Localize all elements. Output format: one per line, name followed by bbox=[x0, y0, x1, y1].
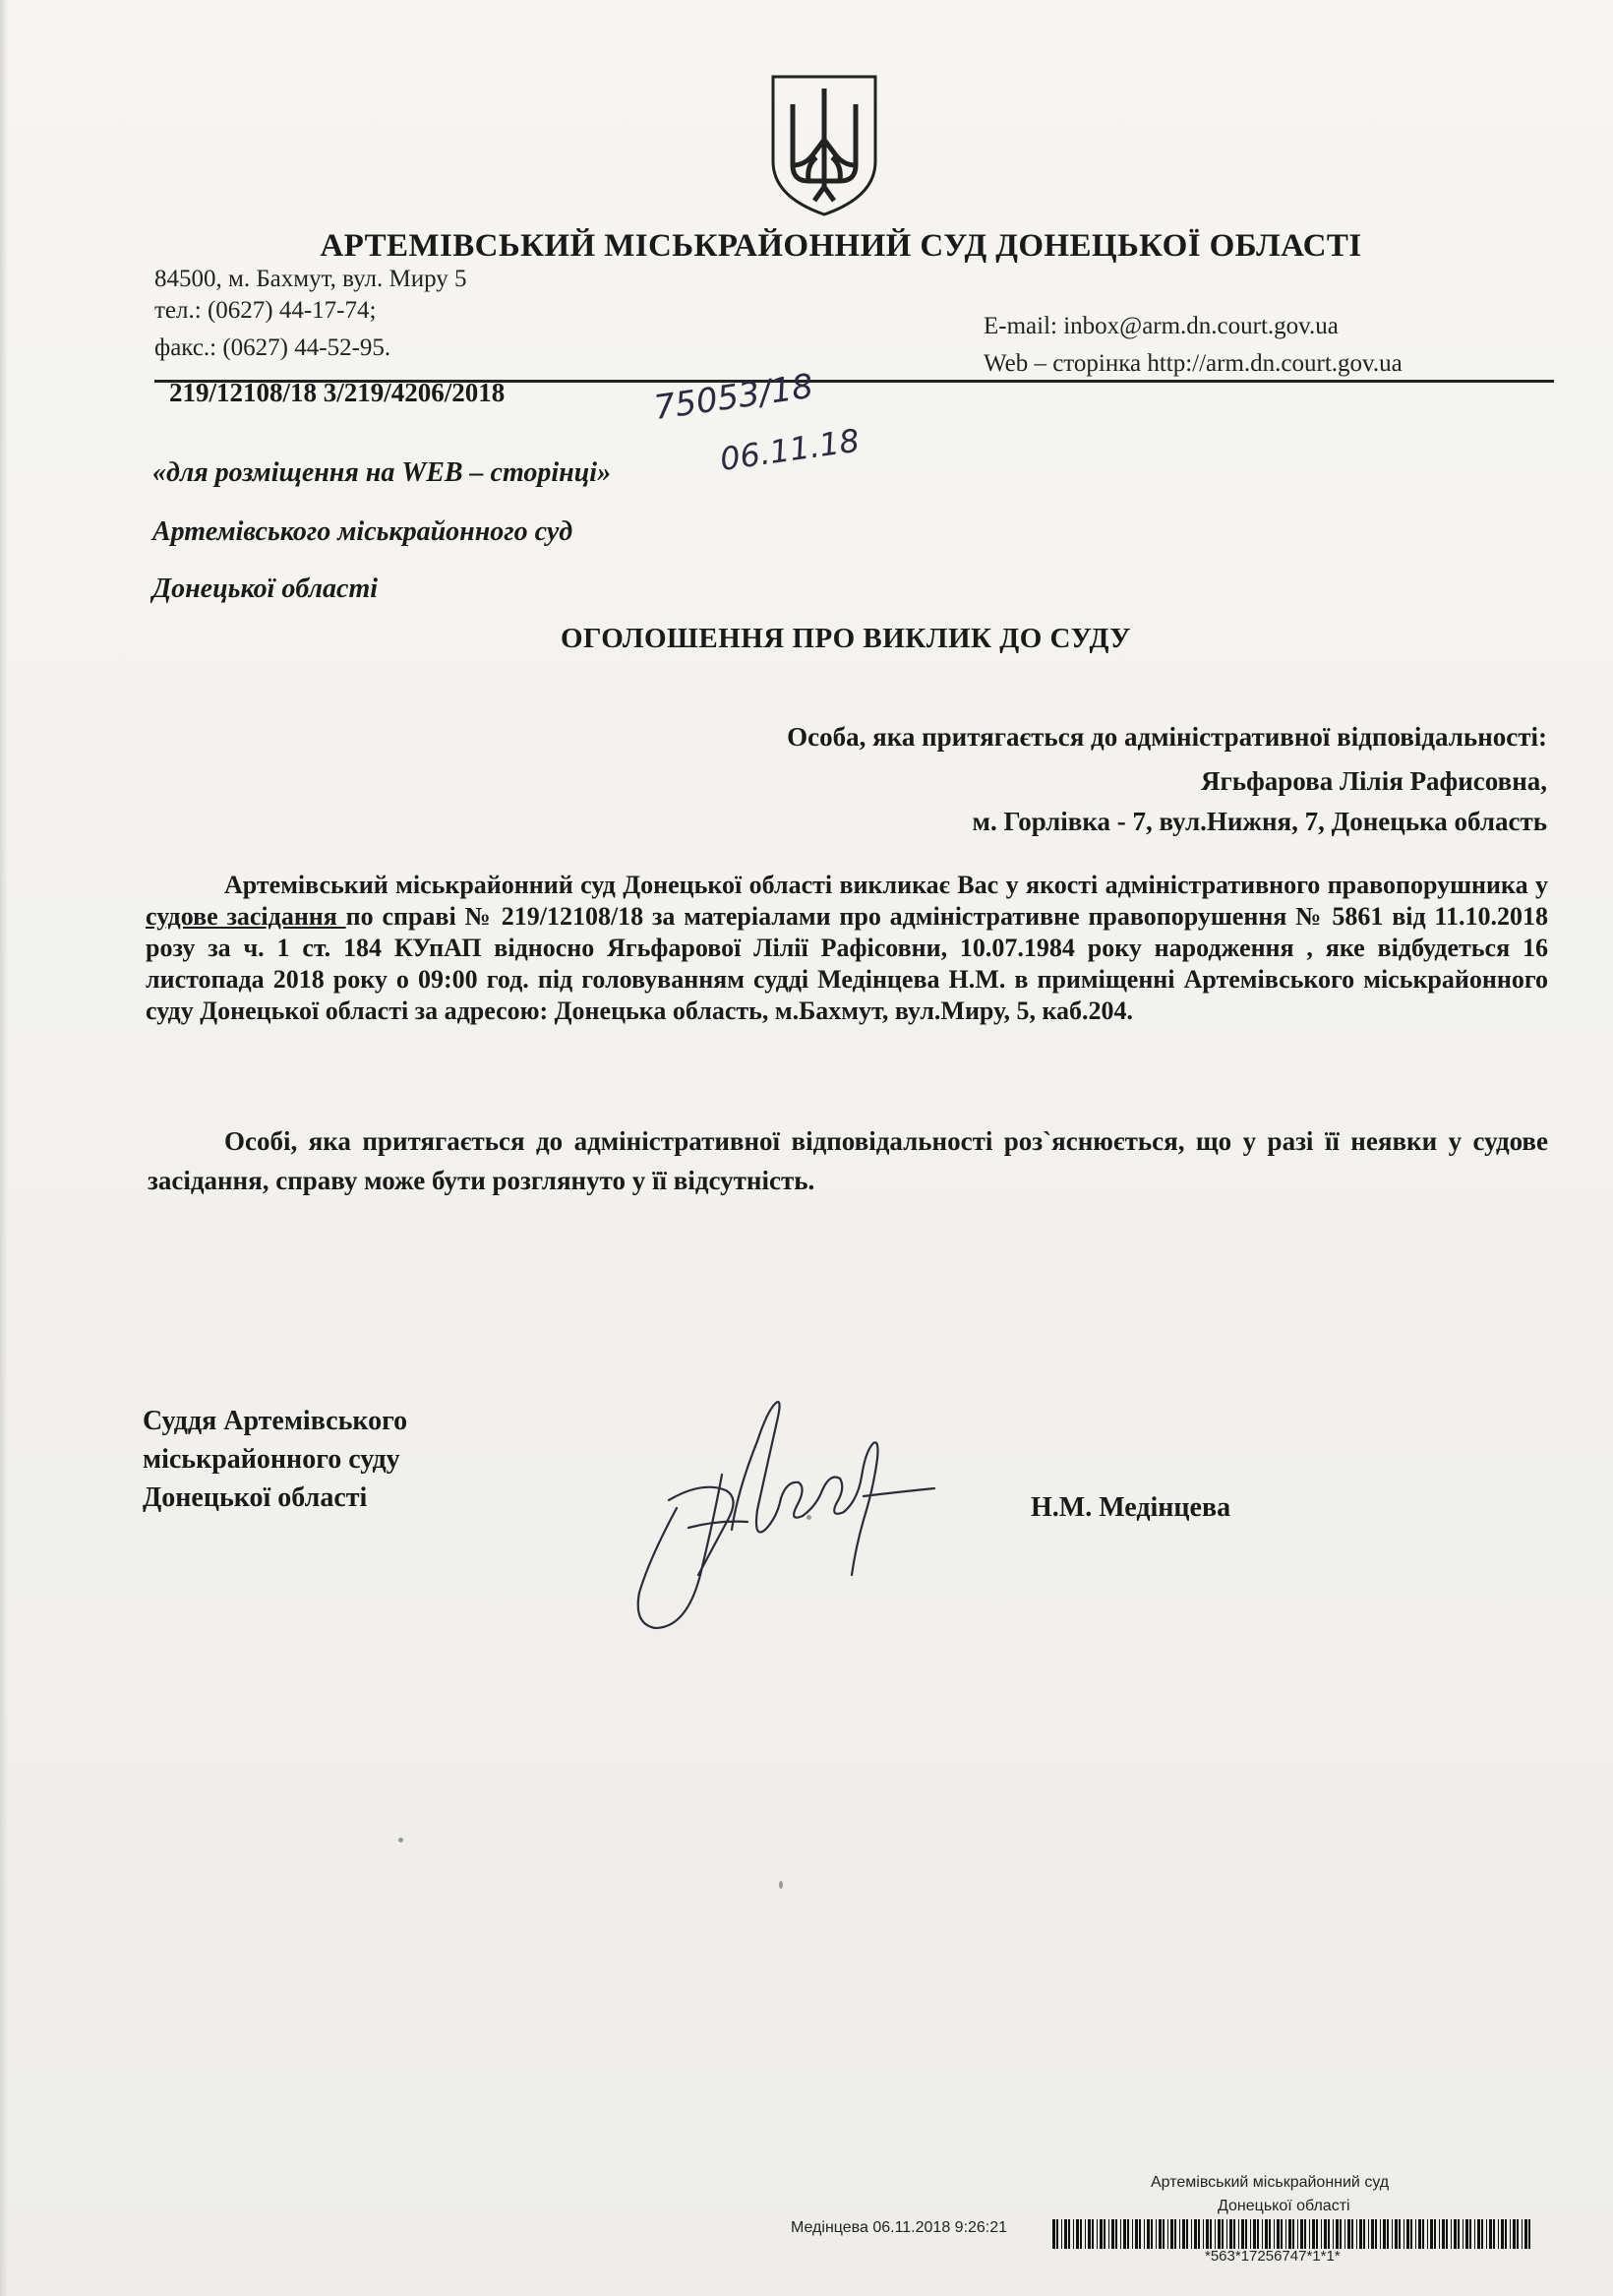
case-numbers: 219/12108/18 3/219/4206/2018 bbox=[169, 378, 506, 407]
barcode-bar bbox=[1395, 2219, 1398, 2249]
barcode-bar bbox=[1088, 2219, 1091, 2249]
barcode-bar bbox=[1446, 2219, 1448, 2249]
barcode-bar bbox=[1430, 2219, 1433, 2249]
court-session-underlined: судове засідання bbox=[146, 902, 346, 931]
barcode-bar bbox=[1233, 2219, 1235, 2249]
barcode-bar bbox=[1198, 2219, 1200, 2249]
barcode-bar bbox=[1262, 2219, 1263, 2249]
barcode-bar bbox=[1333, 2219, 1334, 2249]
barcode-bar bbox=[1127, 2219, 1129, 2249]
barcode-bar bbox=[1458, 2219, 1460, 2249]
barcode-bar bbox=[1163, 2219, 1165, 2249]
handwritten-date: 06.11.18 bbox=[717, 421, 863, 478]
barcode-bar bbox=[1292, 2219, 1294, 2249]
scan-edge-shadow bbox=[0, 0, 8, 2296]
barcode-bar bbox=[1135, 2219, 1138, 2249]
barcode-bar bbox=[1206, 2219, 1209, 2249]
barcode-bar bbox=[1371, 2219, 1374, 2249]
barcode-bar bbox=[1463, 2219, 1464, 2249]
court-address: 84500, м. Бахмут, вул. Миру 5 bbox=[154, 266, 467, 292]
barcode-bar bbox=[1111, 2219, 1114, 2249]
barcode-bar bbox=[1156, 2219, 1157, 2249]
barcode-bar bbox=[1510, 2219, 1511, 2249]
barcode-bar bbox=[1097, 2219, 1098, 2249]
notice-title: ОГОЛОШЕННЯ ПРО ВИКЛИК ДО СУДУ bbox=[560, 623, 1132, 654]
barcode-bar bbox=[1359, 2219, 1362, 2249]
barcode-bar bbox=[1505, 2219, 1507, 2249]
barcode-bar bbox=[1517, 2219, 1519, 2249]
barcode-bar bbox=[1245, 2219, 1247, 2249]
barcode-bar bbox=[1179, 2219, 1180, 2249]
barcode-bar bbox=[1222, 2219, 1224, 2249]
barcode-bar bbox=[1241, 2219, 1244, 2249]
barcode-bar bbox=[1387, 2219, 1389, 2249]
barcode-bar bbox=[1486, 2219, 1487, 2249]
barcode-bar bbox=[1465, 2219, 1468, 2249]
judge-name: Н.М. Медінцева bbox=[1031, 1492, 1231, 1523]
barcode-bar bbox=[1229, 2219, 1232, 2249]
barcode-bar bbox=[1410, 2219, 1412, 2249]
barcode-bar bbox=[1132, 2219, 1133, 2249]
scan-speck bbox=[779, 1881, 783, 1889]
barcode-bar bbox=[1274, 2219, 1275, 2249]
barcode-bar bbox=[1442, 2219, 1445, 2249]
barcode-bar bbox=[1076, 2219, 1079, 2249]
barcode-bar bbox=[1321, 2219, 1322, 2249]
barcode-bar bbox=[1073, 2219, 1074, 2249]
barcode-bar bbox=[1344, 2219, 1345, 2249]
barcode-bar bbox=[1300, 2219, 1303, 2249]
barcode-bar bbox=[1422, 2219, 1424, 2249]
web-note-line-3: Донецької області bbox=[152, 574, 379, 604]
barcode-bar bbox=[1265, 2219, 1268, 2249]
barcode-bar bbox=[1281, 2219, 1283, 2249]
barcode-bar bbox=[1174, 2219, 1176, 2249]
barcode-bar bbox=[1439, 2219, 1440, 2249]
barcode-bar bbox=[1100, 2219, 1103, 2249]
barcode-bar bbox=[1104, 2219, 1105, 2249]
barcode-bar bbox=[1474, 2219, 1475, 2249]
barcode-bar bbox=[1052, 2219, 1055, 2249]
web-note-line-1: «для розміщення на WEB – сторінці» bbox=[152, 457, 612, 488]
barcode-bar bbox=[1080, 2219, 1082, 2249]
barcode-bar bbox=[1297, 2219, 1298, 2249]
signer-title bbox=[143, 1402, 407, 1517]
barcode-bar bbox=[1144, 2219, 1145, 2249]
tryzub-coat-of-arms-icon bbox=[765, 71, 883, 218]
barcode-bar bbox=[1363, 2219, 1365, 2249]
barcode-bar bbox=[1151, 2219, 1153, 2249]
barcode-bar bbox=[1269, 2219, 1271, 2249]
signer-title-line-1: Суддя Артемівського bbox=[143, 1406, 408, 1436]
person-label: Особа, яка притягається до адміністративної відповідальності: bbox=[787, 722, 1547, 752]
barcode-bar bbox=[1392, 2219, 1393, 2249]
signer-title-line-3: Донецької області bbox=[143, 1482, 368, 1513]
barcode-bar bbox=[1427, 2219, 1428, 2249]
barcode-bar bbox=[1285, 2219, 1286, 2249]
barcode-bar bbox=[1215, 2219, 1216, 2249]
barcode-bar bbox=[1316, 2219, 1318, 2249]
barcode-bar bbox=[1123, 2219, 1126, 2249]
barcode-bar bbox=[1288, 2219, 1291, 2249]
handwritten-signature bbox=[629, 1382, 944, 1638]
person-address: м. Горлівка - 7, вул.Нижня, 7, Донецька область bbox=[972, 807, 1547, 836]
scan-speck bbox=[806, 1515, 811, 1520]
barcode-bar bbox=[1418, 2219, 1421, 2249]
court-fax: факс.: (0627) 44-52-95. bbox=[154, 334, 391, 361]
barcode-bar bbox=[1191, 2219, 1192, 2249]
barcode-bar bbox=[1513, 2219, 1516, 2249]
handwritten-incoming-number: 75053/18 bbox=[651, 366, 816, 428]
barcode-bar bbox=[1064, 2219, 1067, 2249]
court-phone: тел.: (0627) 44-17-74; bbox=[154, 297, 377, 324]
barcode-bar bbox=[1238, 2219, 1239, 2249]
barcode-bar bbox=[1218, 2219, 1221, 2249]
barcode-bar bbox=[1085, 2219, 1086, 2249]
barcode-bar bbox=[1312, 2219, 1315, 2249]
barcode-bar bbox=[1210, 2219, 1212, 2249]
barcode-bar bbox=[1340, 2219, 1342, 2249]
barcode-bar bbox=[1328, 2219, 1330, 2249]
barcode-bar bbox=[1399, 2219, 1401, 2249]
barcode-bar bbox=[1451, 2219, 1452, 2249]
barcode-bar bbox=[1061, 2219, 1062, 2249]
barcode-bar bbox=[1477, 2219, 1480, 2249]
barcode-bar bbox=[1194, 2219, 1197, 2249]
barcode-bar bbox=[1368, 2219, 1369, 2249]
barcode-bar bbox=[1115, 2219, 1117, 2249]
barcode-bar bbox=[1489, 2219, 1492, 2249]
signer-title-line-2: міськрайонного суду bbox=[143, 1444, 400, 1475]
barcode-bar bbox=[1454, 2219, 1457, 2249]
barcode-bar bbox=[1056, 2219, 1058, 2249]
stamp-court-line-1: Артемівський міськрайонний суд bbox=[1151, 2174, 1390, 2191]
barcode-bar bbox=[1415, 2219, 1416, 2249]
barcode-bar bbox=[1186, 2219, 1188, 2249]
summons-paragraph bbox=[146, 870, 1548, 1027]
court-name-heading: АРТЕМІВСЬКИЙ МІСЬКРАЙОННИЙ СУД ДОНЕЦЬКОЇ ОБЛАСТІ bbox=[320, 228, 1362, 264]
barcode-bar bbox=[1226, 2219, 1227, 2249]
barcode-bar bbox=[1257, 2219, 1259, 2249]
stamp-court-line-2: Донецької області bbox=[1218, 2198, 1350, 2214]
barcode-bar bbox=[1253, 2219, 1256, 2249]
document-barcode bbox=[1052, 2219, 1534, 2249]
barcode-bar bbox=[1528, 2219, 1530, 2249]
person-name: Ягьфарова Лілія Рафисовна, bbox=[1201, 766, 1547, 796]
barcode-bar bbox=[1351, 2219, 1353, 2249]
absence-warning-paragraph bbox=[148, 1121, 1548, 1200]
barcode-bar bbox=[1434, 2219, 1436, 2249]
barcode-bar bbox=[1501, 2219, 1504, 2249]
stamp-signed-by: Медінцева 06.11.2018 9:26:21 bbox=[791, 2219, 1008, 2236]
barcode-bar bbox=[1347, 2219, 1350, 2249]
barcode-bar bbox=[1182, 2219, 1185, 2249]
court-website: Web – сторінка http://arm.dn.court.gov.ua bbox=[984, 350, 1403, 377]
barcode-bar bbox=[1120, 2219, 1121, 2249]
barcode-bar bbox=[1493, 2219, 1495, 2249]
web-note-line-2: Артемівського міськрайонного суд bbox=[152, 516, 573, 547]
barcode-bar bbox=[1469, 2219, 1471, 2249]
barcode-bar bbox=[1324, 2219, 1327, 2249]
barcode-bar bbox=[1092, 2219, 1094, 2249]
barcode-bar bbox=[1203, 2219, 1204, 2249]
summons-paragraph-part-1: Артемівський міськрайонний суд Донецької області викликає Вас у якості адміністративного правопорушника у bbox=[224, 871, 1548, 899]
barcode-bar bbox=[1147, 2219, 1150, 2249]
scan-speck bbox=[398, 1838, 403, 1843]
barcode-bar bbox=[1406, 2219, 1409, 2249]
barcode-bar bbox=[1250, 2219, 1251, 2249]
barcode-text: *563*17256747*1*1* bbox=[1205, 2248, 1341, 2265]
barcode-bar bbox=[1068, 2219, 1070, 2249]
barcode-bar bbox=[1304, 2219, 1306, 2249]
barcode-bar bbox=[1522, 2219, 1523, 2249]
barcode-bar bbox=[1375, 2219, 1377, 2249]
absence-warning-text: Особі, яка притягається до адміністративної відповідальності роз`яснюється, що у разі її неявки у судове засідання, справу може бути розглянуто у її відсутність. bbox=[148, 1126, 1548, 1195]
barcode-bar bbox=[1481, 2219, 1483, 2249]
barcode-bar bbox=[1524, 2219, 1527, 2249]
barcode-bar bbox=[1170, 2219, 1173, 2249]
barcode-bar bbox=[1309, 2219, 1310, 2249]
barcode-bar bbox=[1383, 2219, 1386, 2249]
barcode-bar bbox=[1498, 2219, 1499, 2249]
court-email: E-mail: inbox@arm.dn.court.gov.ua bbox=[984, 313, 1339, 339]
barcode-bar bbox=[1356, 2219, 1357, 2249]
barcode-bar bbox=[1167, 2219, 1168, 2249]
barcode-bar bbox=[1159, 2219, 1162, 2249]
barcode-bar bbox=[1380, 2219, 1381, 2249]
barcode-bar bbox=[1277, 2219, 1280, 2249]
summons-paragraph-part-2: по справі № 219/12108/18 за матеріалами про адміністративне правопорушення № 5861 від 11.10.2018 розу за ч. 1 ст. 184 КУпАП відносно Ягьфарової Лілії Рафісовни, 10.07.1984 року народження , яке відбудеться 16 листопада 2018 року о 09:00 год. під головуванням судді Медінцева Н.М. в приміщенні Артемівського міськрайонного суду Донецької області за адресою: Донецька область, м.Бахмут, вул.Миру, 5, каб.204. bbox=[146, 902, 1548, 1025]
barcode-bar bbox=[1139, 2219, 1141, 2249]
barcode-bar bbox=[1336, 2219, 1339, 2249]
barcode-bar bbox=[1108, 2219, 1109, 2249]
